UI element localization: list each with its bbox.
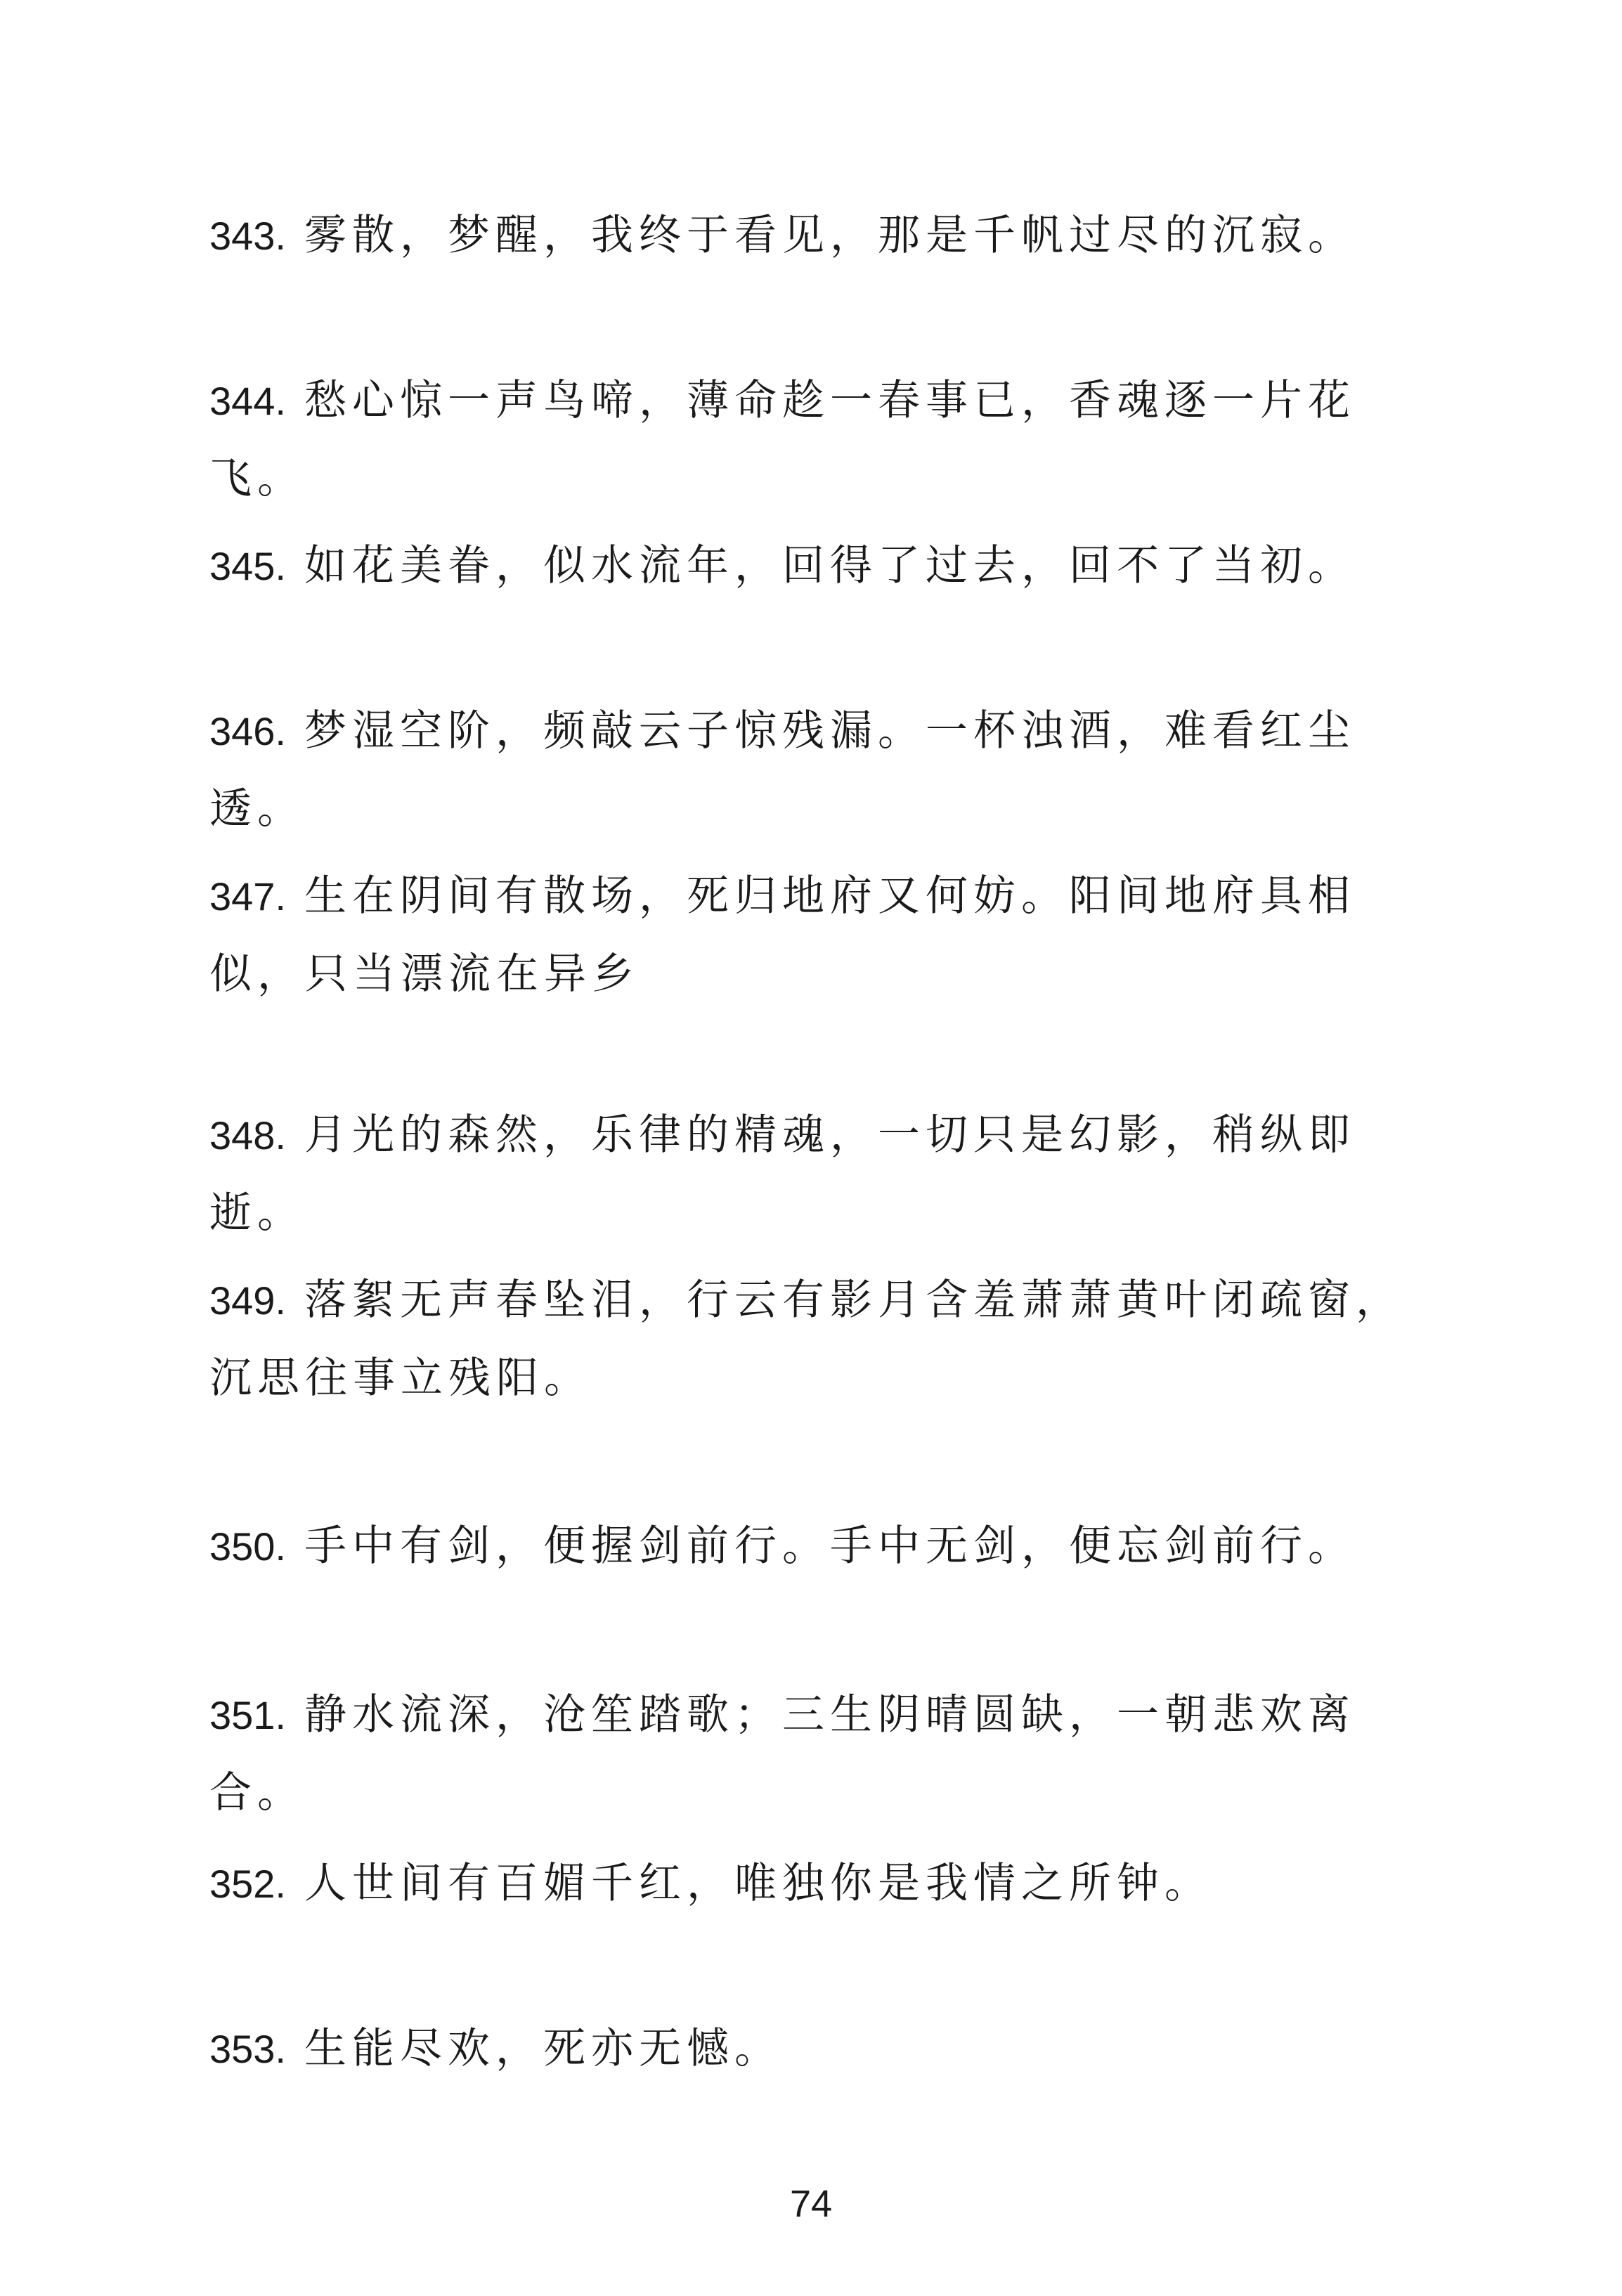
entry-text: 月光的森然，乐律的精魂，一切只是幻影，稍纵即逝。 (209, 1110, 1356, 1238)
entry-number: 348. (209, 1113, 286, 1157)
quote-entry-346 (209, 692, 1432, 848)
entry-number: 353. (209, 2027, 286, 2071)
entry-number: 347. (209, 874, 286, 919)
quote-entry-344 (209, 362, 1432, 517)
entry-number: 343. (209, 214, 286, 258)
entry-text: 生在阴间有散场，死归地府又何妨。阳间地府具相似，只当漂流在异乡 (209, 871, 1356, 999)
quote-entry-350 (209, 1507, 1432, 1585)
entry-number: 344. (209, 379, 286, 423)
entry-text: 手中有剑，便握剑前行。手中无剑，便忘剑前行。 (304, 1522, 1356, 1571)
quote-entry-343 (209, 197, 1432, 275)
entry-text: 愁心惊一声鸟啼，薄命趁一春事已，香魂逐一片花飞。 (209, 376, 1356, 503)
entry-text: 雾散，梦醒，我终于看见，那是千帆过尽的沉寂。 (304, 211, 1356, 260)
entry-number: 346. (209, 709, 286, 753)
entry-text: 生能尽欢，死亦无憾。 (304, 2024, 782, 2073)
entry-text: 梦湿空阶，频敲云子惊残漏。一杯浊酒，难看红尘透。 (209, 706, 1356, 834)
quote-entry-348 (209, 1096, 1432, 1252)
quote-entry-345 (209, 527, 1432, 605)
quote-entry-349 (209, 1261, 1432, 1417)
entry-text: 人世间有百媚千红，唯独你是我情之所钟。 (304, 1859, 1212, 1908)
entry-number: 350. (209, 1524, 286, 1569)
entry-number: 351. (209, 1693, 286, 1737)
quote-entry-353 (209, 2010, 1432, 2088)
entry-number: 349. (209, 1278, 286, 1323)
entry-number: 345. (209, 544, 286, 588)
entry-number: 352. (209, 1862, 286, 1906)
entry-text: 落絮无声春坠泪，行云有影月含羞萧萧黄叶闭疏窗，沉思往事立残阳。 (209, 1276, 1403, 1403)
page-number: 74 (789, 2183, 833, 2225)
quote-entry-352 (209, 1845, 1432, 1923)
entry-text: 如花美眷，似水流年，回得了过去，回不了当初。 (304, 541, 1356, 590)
quote-entry-347 (209, 857, 1432, 1013)
entry-text: 静水流深，沧笙踏歌；三生阴晴圆缺，一朝悲欢离合。 (209, 1690, 1356, 1817)
quote-entry-351 (209, 1676, 1432, 1831)
